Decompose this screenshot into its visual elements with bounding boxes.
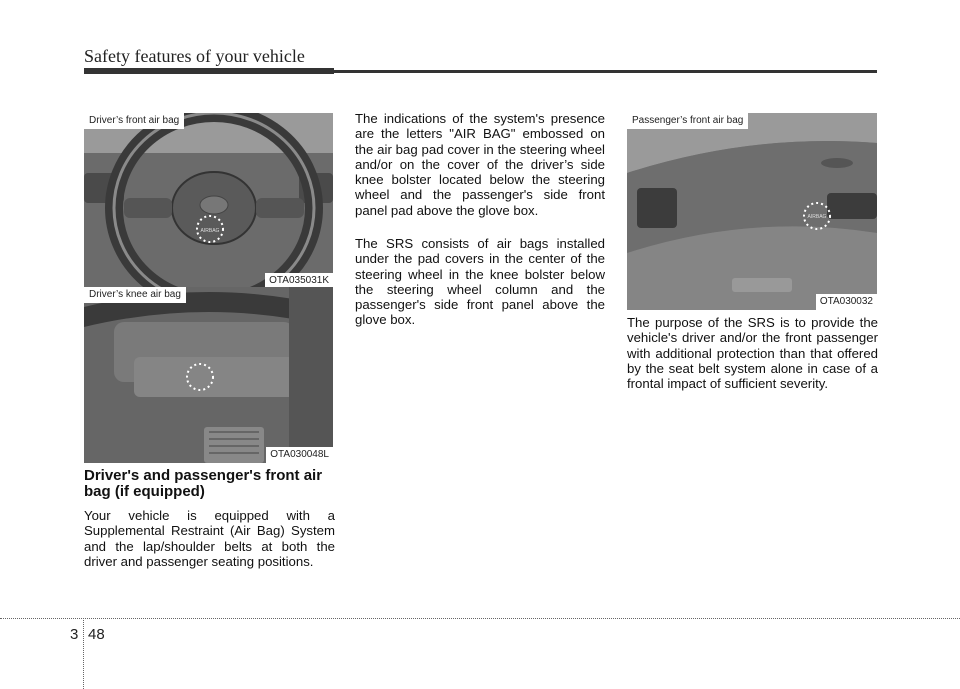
driver-knee-airbag-figure: [84, 287, 333, 463]
figure-label: Passenger’s front air bag: [627, 113, 748, 129]
footer-rule: [0, 618, 960, 619]
section-heading: Driver's and passenger's front air bag (if equipped): [84, 467, 323, 500]
page-number: 48: [88, 626, 105, 643]
page-header-title: Safety features of your vehicle: [84, 46, 305, 66]
driver-front-airbag-figure: [84, 113, 333, 289]
figure-code: OTA030048L: [266, 447, 333, 463]
chapter-number: 3: [70, 626, 79, 643]
airbag-emboss-text: AIRBAG: [807, 214, 827, 220]
knee-bolster-illustration: [84, 287, 333, 463]
airbag-emboss-text: AIRBAG: [200, 228, 220, 234]
figure-label: Driver’s knee air bag: [84, 287, 186, 303]
indication-paragraph: The indications of the system's presence are the letters "AIR BAG" embossed on the air bag pad cover in the steering wheel and/or on the cover of the driver’s side knee bolster located below the steering wheel and the passenger's side front panel pad above the glove box.: [355, 111, 605, 218]
footer-divider: [83, 618, 84, 689]
figure-code: OTA030032: [816, 294, 877, 310]
steering-wheel-illustration: [84, 113, 333, 289]
header-rule: [84, 70, 877, 73]
figure-code: OTA035031K: [265, 273, 333, 289]
intro-paragraph: Your vehicle is equipped with a Supplemental Restraint (Air Bag) System and the lap/shoulder belts at both the driver and passenger seating positions.: [84, 508, 335, 569]
dashboard-illustration: [627, 113, 877, 310]
srs-purpose-paragraph: The purpose of the SRS is to provide the vehicle's driver and/or the front passenger with additional protection than that offered by the seat belt system alone in case of a frontal impact of sufficient severity.: [627, 315, 878, 392]
srs-components-paragraph: The SRS consists of air bags installed under the pad covers in the center of the steering wheel in the knee bolster below the steering wheel column and the passenger's side front panel above the glove box.: [355, 236, 605, 328]
passenger-front-airbag-figure: [627, 113, 877, 310]
figure-label: Driver’s front air bag: [84, 113, 184, 129]
